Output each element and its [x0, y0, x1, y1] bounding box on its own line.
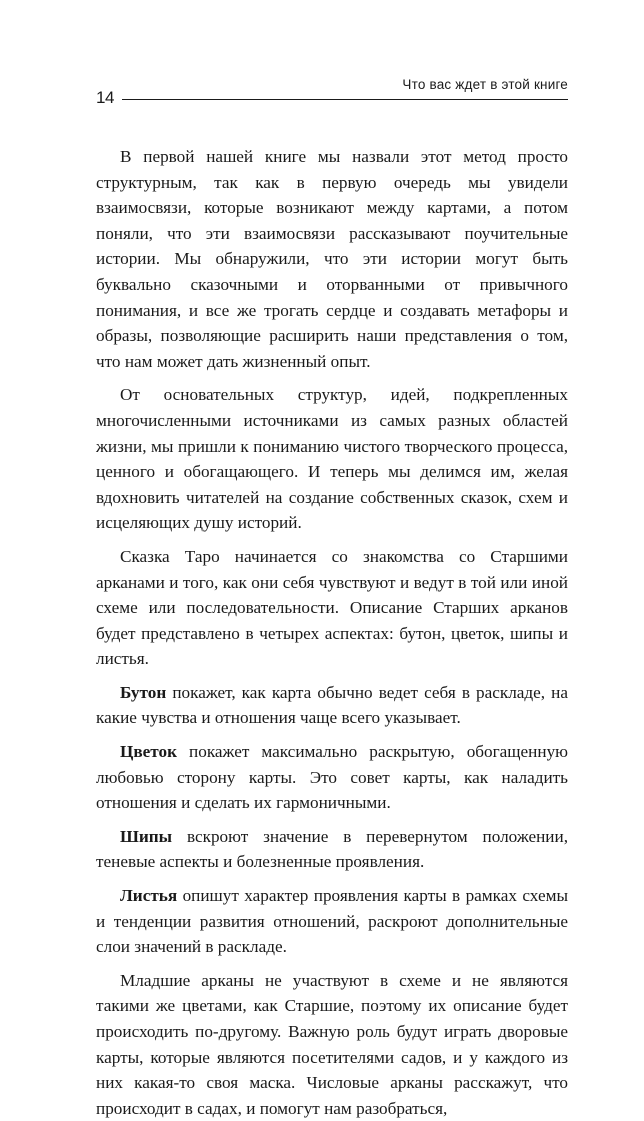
- paragraph-leaves: [96, 883, 568, 960]
- leaves-description: опишут характер проявления карты в рамках схемы и тенденции развития отношений, раскроют дополнительные слои значений в раскладе.: [96, 886, 568, 957]
- running-head: [96, 72, 568, 112]
- paragraph-major-arcana: Сказка Таро начинается со знакомства со Старшими арканами и того, как они себя чувствуют и ведут в той или иной схеме или последовательности. Описание Старших арканов будет представлено в четырех аспектах: бутон, цветок, шипы и листья.: [96, 546, 568, 669]
- term-flower: Цветок: [120, 742, 177, 762]
- header-rule: [122, 99, 568, 100]
- term-bud: Бутон: [120, 682, 167, 702]
- body-text: [96, 144, 568, 1121]
- paragraph-method-intro: В первой нашей книге мы назвали этот метод просто структурным, так как в первую очередь мы увидели взаимосвязи, которые возникают между картами, а потом поняли, что эти взаимосвязи рассказывают поучительные истории. Мы обнаружили, что эти истории могут быть буквально сказочными и оторванными от привычного понимания, и все же трогать сердце и создавать метафоры и образы, позволяющие расширить наши представления о том, что нам может дать жизненный опыт.: [96, 147, 568, 371]
- paragraph-creative-process: От основательных структур, идей, подкрепленных многочисленными источниками из самых разных областей жизни, мы пришли к пониманию чистого творческого процесса, ценного и обогащающего. И теперь мы делимся им, желая вдохновить читателей на создание собственных сказок, схем и исцеляющих душу историй.: [96, 385, 568, 533]
- running-title: Что вас ждет в этой книге: [402, 77, 568, 92]
- paragraph-bud: [96, 680, 568, 731]
- thorns-description: вскроют значение в перевернутом положении, теневые аспекты и болезненные проявления.: [96, 826, 568, 872]
- paragraph-thorns: [96, 824, 568, 875]
- bud-description: покажет, как карта обычно ведет себя в раскладе, на какие чувства и отношения чаще всего указывает.: [96, 682, 568, 728]
- term-leaves: Листья: [120, 886, 178, 906]
- paragraph-minor-arcana: Младшие арканы не участвуют в схеме и не являются такими же цветами, как Старшие, поэтому их описание будет происходить по-другому. Важную роль будут играть дворовые карты, которые являются посетителями садов, и у каждого из них какая-то своя маска. Числовые арканы расскажут, что происходит в садах, и помогут нам разобраться,: [96, 970, 568, 1118]
- page-number: 14: [96, 88, 114, 107]
- flower-description: покажет максимально раскрытую, обогащенную любовью сторону карты. Это совет карты, как наладить отношения и сделать их гармоничными.: [96, 742, 568, 813]
- term-thorns: Шипы: [120, 826, 173, 846]
- paragraph-flower: [96, 739, 568, 816]
